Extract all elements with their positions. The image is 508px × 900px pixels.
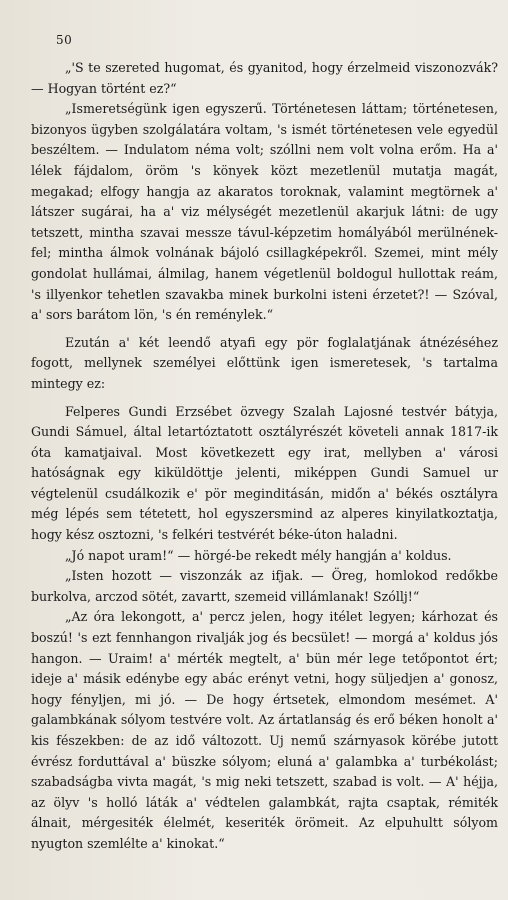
paragraph: Ezután a' két leendő atyafi egy pör foglalatjának átnézéséhez fogott, mellynek személyei előttünk igen ismeretesek, 's tartalma mintegy ez: (31, 334, 498, 391)
body-text (31, 58, 498, 855)
paragraph: „Jó napot uram!“ — hörgé-be rekedt mély hangján a' koldus. (65, 547, 452, 563)
paragraph: Felperes Gundi Erzsébet özvegy Szalah Lajosné testvér bátyja, Gundi Sámuel, által letartóztatott osztályrészét követeli annak 1817-ik óta kamatjaival. Most következett egy irat, mellyben a' városi hatóságnak egy kiküldöttje jelenti, miképpen Gundi Samuel ur végtelenül csudálkozik e' pör meginditásán, midőn a' békés osztályra még lépés sem tétetett, hol egyszersmind az alperes kinyilatkoztatja, hogy kész osztozni, 's felkéri testvérét béke-úton haladni. (31, 403, 498, 543)
paragraph: „Isten hozott — viszonzák az ifjak. — Öreg, homlokod redőkbe burkolva, arczod sötét, zavartt, szemeid villámlanak! Szóllj!“ (31, 568, 498, 604)
paragraph: „'S te szereted hugomat, és gyanitod, hogy érzelmeid viszonozvák? — Hogyan történt ez?“ (31, 60, 498, 96)
page-number: 50 (56, 33, 73, 47)
paragraph: „Az óra lekongott, a' percz jelen, hogy itélet legyen; kárhozat és boszú! 's ezt fennhangon rivalják jog és becsület! — morgá a' koldus jós hangon. — Uraim! a' mérték megtelt, a' bün mér lege tetőpontot ért; ideje a' másik edénybe egy abác erényt vetni, hogy süljedjen a' gonosz, hogy fényljen, mi jó. — De hogy értsetek, elmondom mesémet. A' galambkának sólyom testvére volt. Az ártatlanság és erő béken honolt a' kis fészekben: de az idő változott. Uj nemű szárnyasok körébe jutott évrész forduttával a' büszke sólyom; eluná a' galambka a' turbékolást; szabadságba vivta magát, 's mig neki tetszett, szabad is volt. — A' héjja, az ölyv 's holló láták a' védtelen galambkát, rajta csaptak, rémiték álnait, mérgesiték élelmét, keseriték örömeit. Az elpuhultt sólyom nyugton szemlélte a' kinokat.“ (31, 609, 498, 851)
paragraph: „Ismeretségünk igen egyszerű. Történetesen láttam; történetesen, bizonyos ügyben szolgálatára voltam, 's ismét történetesen vele egyedül beszéltem. — Indulatom néma volt; szóllni nem volt volna erőm. Ha a' lélek fájdalom, öröm 's könyek közt mezetlenül mutatja magát, megakad; elfogy hangja az akaratos toroknak, valamint megtörnek a' látszer sugárai, ha a' viz mélységét mezetlenül akarjuk látni: de ugy tetszett, mintha szavai messze távul-képzetim homályából merülnének-fel; mintha álmok volnának bájoló csillagképekről. Szemei, mint mély gondolat hullámai, álmilag, hanem végetlenül boldogul hullottak reám, 's illyenkor tehetlen szavakba minek burkolni isteni érzetet?! — Szóval, a' sors barátom lön, 's én reménylek.“ (31, 101, 498, 323)
